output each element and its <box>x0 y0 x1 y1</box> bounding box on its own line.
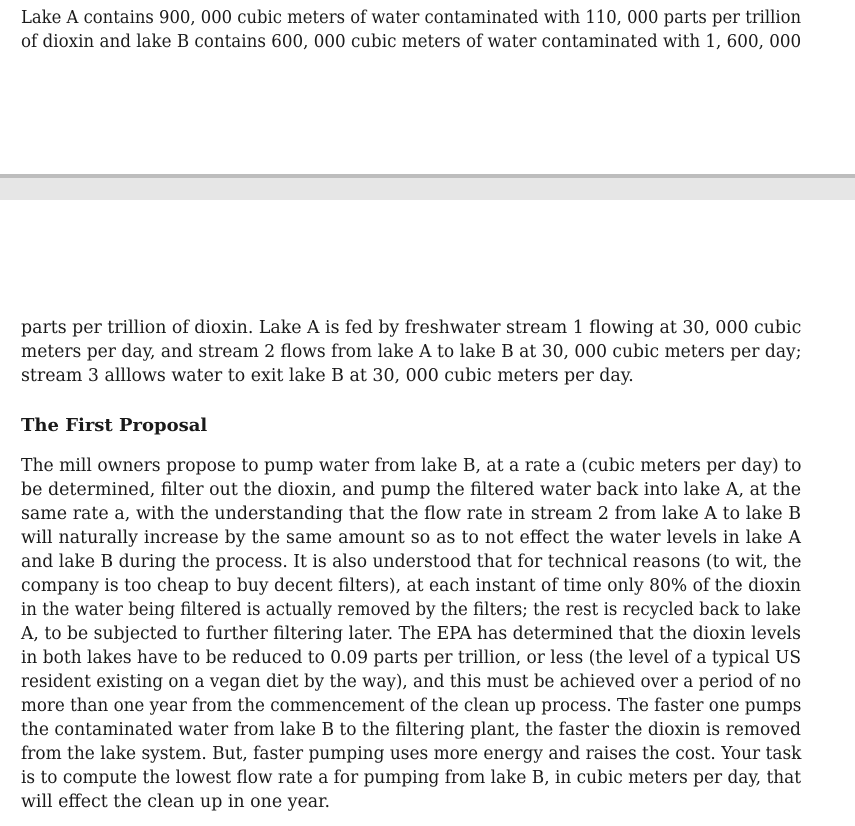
text-line: meters per day, and stream 2 flows from lake A to lake B at 30, 000 cubic meters per day; <box>21 342 802 362</box>
text-line: Lake A contains 900, 000 cubic meters of water contaminated with 110, 000 parts per trillion <box>21 8 802 28</box>
text-line: will naturally increase by the same amount so as to not effect the water levels in lake A <box>21 528 801 548</box>
text-line: in the water being filtered is actually removed by the filters; the rest is recycled back to lake <box>21 600 801 620</box>
page-2-body <box>21 454 801 814</box>
page-2-intro <box>21 316 801 388</box>
text-line: same rate a, with the understanding that the flow rate in stream 2 from lake A to lake B <box>21 504 801 524</box>
page-separator <box>0 174 855 200</box>
text-line: A, to be subjected to further filtering later. The EPA has determined that the dioxin levels <box>21 624 801 644</box>
text-line: more than one year from the commencement of the clean up process. The faster one pumps <box>21 696 802 716</box>
text-line: of dioxin and lake B contains 600, 000 cubic meters of water contaminated with 1, 600, 000 <box>21 32 802 52</box>
text-line: will effect the clean up in one year. <box>21 792 331 812</box>
text-line: from the lake system. But, faster pumping uses more energy and raises the cost. Your task <box>21 744 802 764</box>
text-line: be determined, filter out the dioxin, and pump the filtered water back into lake A, at the <box>21 480 801 500</box>
page-1-text <box>21 6 801 54</box>
text-line: company is too cheap to buy decent filters), at each instant of time only 80% of the dioxin <box>21 576 801 596</box>
text-line: the contaminated water from lake B to the filtering plant, the faster the dioxin is removed <box>21 720 801 740</box>
text-line: and lake B during the process. It is also understood that for technical reasons (to wit, the <box>21 552 802 572</box>
text-line: parts per trillion of dioxin. Lake A is fed by freshwater stream 1 flowing at 30, 000 cubic <box>21 318 802 338</box>
section-heading: The First Proposal <box>21 415 208 436</box>
text-line: is to compute the lowest flow rate a for pumping from lake B, in cubic meters per day, that <box>21 768 802 788</box>
text-line: stream 3 alllows water to exit lake B at 30, 000 cubic meters per day. <box>21 366 634 386</box>
text-line: in both lakes have to be reduced to 0.09 parts per trillion, or less (the level of a typical US <box>21 648 801 668</box>
text-line: The mill owners propose to pump water from lake B, at a rate a (cubic meters per day) to <box>21 456 802 476</box>
text-line: resident existing on a vegan diet by the way), and this must be achieved over a period of no <box>21 672 802 692</box>
